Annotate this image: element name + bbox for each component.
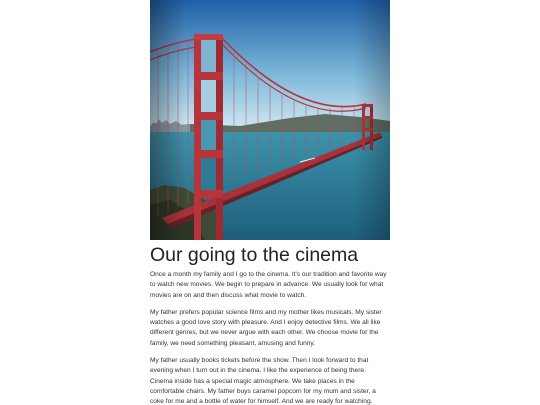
article-paragraph-2: My father prefers popular science films and my mother likes musicals. My sister watches a good love story with pleasure. And I enjoy detective films. We all like different genres, but we never argue with each other. We choose movie for the family, we need something pleasant, amusing and funny. xyxy=(150,308,382,347)
article-paragraph-1: Once a month my family and I go to the cinema. It's our tradition and favorite way to watch new movies. We begin to prepare in advance. We usually look for what movies are on and then discuss what movie to watch. xyxy=(150,271,387,299)
article xyxy=(150,0,390,405)
article-paragraph-3: My father usually books tickets before the show. Then I look forward to that evening when I turn out in the cinema. I like the experience of being there. Cinema inside has a special magic atmosphere. We take places in the comfortable chairs. My father buys caramel popcorn for my mum and sister, a coke for me and a bottle of water for himself. And we are ready for watching. xyxy=(150,357,376,405)
article-title: Our going to the cinema xyxy=(150,244,359,266)
golden-gate-bridge-illustration xyxy=(150,0,390,240)
hero-image xyxy=(150,0,390,240)
